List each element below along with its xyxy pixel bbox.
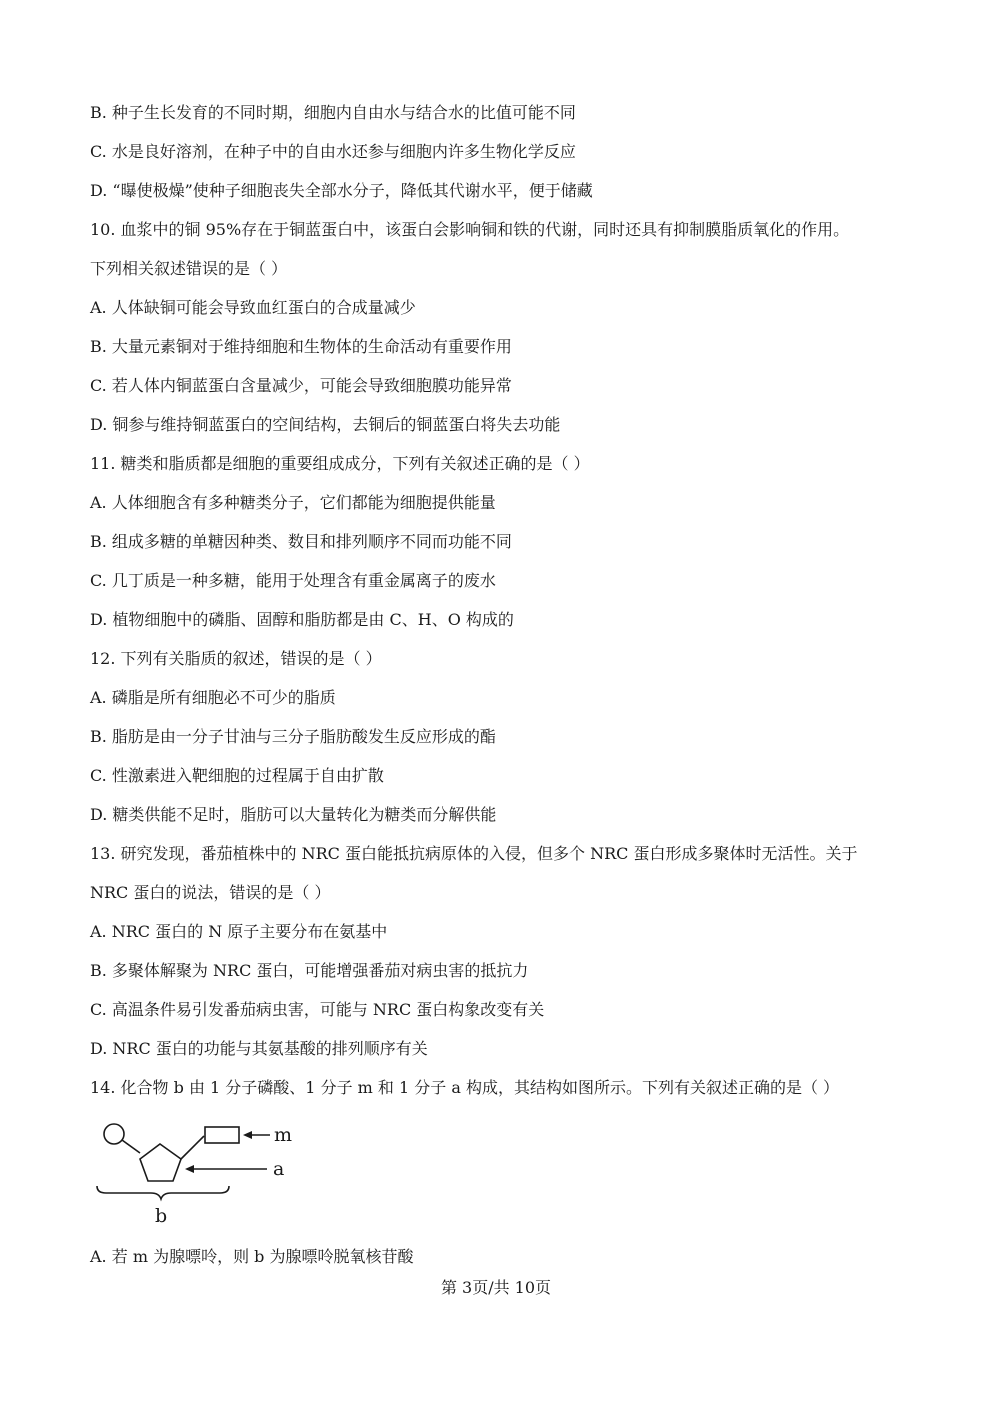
page-footer: 第 3页/共 10页 (440, 1278, 552, 1297)
question-13-stem: 13. 研究发现，番茄植株中的 NRC 蛋白能抵抗病原体的入侵，但多个 NRC 蛋白形成多聚体时无活性。关于 (90, 844, 858, 863)
question-10-stem-cont: 下列相关叙述错误的是（ ） (90, 259, 288, 278)
option-b-q9: B. 种子生长发育的不同时期，细胞内自由水与结合水的比值可能不同 (90, 103, 576, 122)
option-b-q12: B. 脂肪是由一分子甘油与三分子脂肪酸发生反应形成的酯 (90, 727, 496, 746)
option-b-q13: B. 多聚体解聚为 NRC 蛋白，可能增强番茄对病虫害的抵抗力 (90, 961, 529, 980)
option-a-q11: A. 人体细胞含有多种糖类分子，它们都能为细胞提供能量 (90, 493, 496, 512)
option-b-q10: B. 大量元素铜对于维持细胞和生物体的生命活动有重要作用 (90, 337, 512, 356)
question-14-stem: 14. 化合物 b 由 1 分子磷酸、1 分子 m 和 1 分子 a 构成，其结构如图所示。下列有关叙述正确的是（ ） (90, 1078, 840, 1097)
option-a-q10: A. 人体缺铜可能会导致血红蛋白的合成量减少 (90, 298, 416, 317)
option-b-q11: B. 组成多糖的单糖因种类、数目和排列顺序不同而功能不同 (90, 532, 512, 551)
question-11-stem: 11. 糖类和脂质都是细胞的重要组成成分，下列有关叙述正确的是（ ） (90, 454, 590, 473)
option-d-q11: D. 植物细胞中的磷脂、固醇和脂肪都是由 C、H、O 构成的 (90, 610, 514, 629)
option-c-q9: C. 水是良好溶剂，在种子中的自由水还参与细胞内许多生物化学反应 (90, 142, 576, 161)
phosphate-bond-line (122, 1140, 140, 1153)
option-c-q10: C. 若人体内铜蓝蛋白含量减少，可能会导致细胞膜功能异常 (90, 376, 512, 395)
base-rectangle (205, 1127, 239, 1143)
option-c-q13: C. 高温条件易引发番茄病虫害，可能与 NRC 蛋白构象改变有关 (90, 1000, 545, 1019)
option-c-q12: C. 性激素进入靶细胞的过程属于自由扩散 (90, 766, 384, 785)
option-d-q12: D. 糖类供能不足时，脂肪可以大量转化为糖类而分解供能 (90, 805, 497, 824)
label-m: m (274, 1124, 293, 1146)
option-a-q14: A. 若 m 为腺嘌呤，则 b 为腺嘌呤脱氧核苷酸 (90, 1247, 414, 1266)
label-a: a (273, 1158, 285, 1180)
pentose-pentagon (140, 1144, 181, 1181)
label-b: b (155, 1205, 168, 1227)
arrow-m-head (243, 1131, 252, 1139)
option-d-q9: D. “曝使极燥”使种子细胞丧失全部水分子，降低其代谢水平，便于储藏 (90, 181, 593, 200)
base-bond-line (181, 1136, 204, 1159)
question-13-stem-cont: NRC 蛋白的说法，错误的是（ ） (90, 883, 331, 902)
option-a-q13: A. NRC 蛋白的 N 原子主要分布在氨基中 (90, 922, 388, 941)
option-a-q12: A. 磷脂是所有细胞必不可少的脂质 (90, 688, 336, 707)
question-10-stem: 10. 血浆中的铜 95%存在于铜蓝蛋白中，该蛋白会影响铜和铁的代谢，同时还具有抑制膜脂质氧化的作用。 (90, 220, 850, 239)
arrow-a-head (185, 1165, 194, 1173)
option-c-q11: C. 几丁质是一种多糖，能用于处理含有重金属离子的废水 (90, 571, 496, 590)
option-d-q10: D. 铜参与维持铜蓝蛋白的空间结构，去铜后的铜蓝蛋白将失去功能 (90, 415, 561, 434)
nucleotide-structure-diagram (92, 1115, 302, 1230)
brace-b (97, 1186, 229, 1199)
phosphate-circle (104, 1124, 124, 1144)
option-d-q13: D. NRC 蛋白的功能与其氨基酸的排列顺序有关 (90, 1039, 428, 1058)
question-12-stem: 12. 下列有关脂质的叙述，错误的是（ ） (90, 649, 382, 668)
